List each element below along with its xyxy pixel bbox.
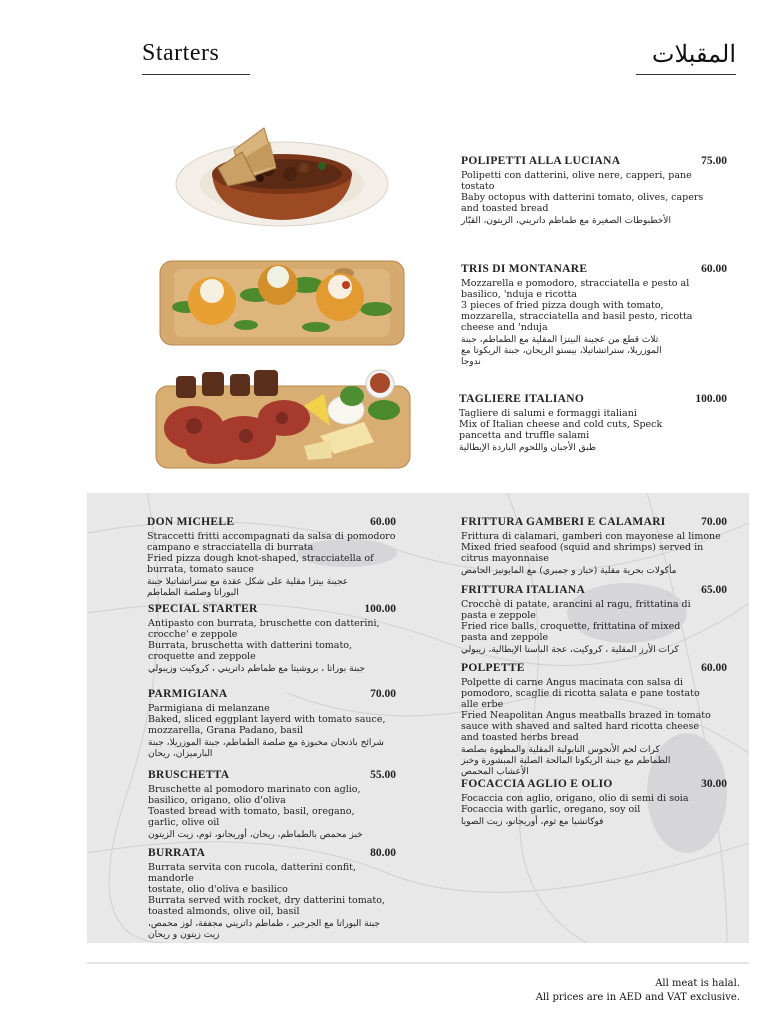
item-description-ar: فوكاتشيا مع ثوم، أوريجانو، زيت الصويا: [461, 817, 604, 827]
menu-item-tris-di-montanare: [461, 264, 727, 368]
price-note: All prices are in AED and VAT exclusive.: [535, 992, 740, 1003]
item-description: Parmigiana di melanzane Baked, sliced eggplant layerd with tomato sauce, mozzarella, Grana Padano, basil: [148, 703, 386, 736]
item-description-ar: طبق الأجبان واللحوم الباردة الإيطالية: [459, 443, 597, 453]
section-title-en: Starters: [142, 40, 220, 66]
item-description: Polipetti con datterini, olive nere, capperi, pane tostato Baby octopus with datterini tomato, olives, capers and toasted bread: [461, 170, 704, 214]
menu-item-polipetti: [461, 156, 727, 227]
item-price: 70.00: [370, 688, 396, 700]
menu-item-parmigiana: [148, 689, 396, 760]
item-description-ar: كرات لحم الأنجوس النابولية المقلية والمطهوة بصلصة الطماطم مع جبنة الريكوتا المالحة الصلبة المبشورة وخبز الأعشاب المحمص: [461, 745, 671, 777]
montanare-board-photo: [156, 255, 408, 350]
item-price: 65.00: [701, 584, 727, 596]
item-description-ar: عجينة بيتزا مقلية على شكل عقدة مع ستراتشاتيلا جبنة البوراتا وصلصة الطماطم: [147, 577, 349, 598]
menu-item-frittura-italiana: [461, 585, 727, 656]
octopus-dish-photo: [172, 108, 394, 234]
item-name: TAGLIERE ITALIANO: [459, 393, 585, 405]
item-description-ar: مأكولات بحرية مقلية (حبار و جمبري) مع المايونيز الحامض: [461, 566, 677, 576]
item-price: 60.00: [370, 516, 396, 528]
item-description: Bruschette al pomodoro marinato con aglio, basilico, origano, olio d'oliva Toasted bread with tomato, basil, oregano, garlic, olive oil: [148, 784, 361, 828]
section-title-ar: المقبلات: [651, 42, 736, 68]
item-name: FRITTURA GAMBERI E CALAMARI: [461, 516, 666, 528]
menu-item-frittura-gamberi-calamari: [461, 517, 727, 577]
item-name: BRUSCHETTA: [148, 769, 230, 781]
menu-item-special-starter: [148, 604, 396, 675]
item-price: 60.00: [701, 662, 727, 674]
item-description-ar: ثلاث قطع من عجينة البيتزا المقلية مع الطماطم، جبنة الموزريلا، ستراتشاتيلا، بيستو الريحان، جبنة الريكوتا مع ندوجا: [461, 335, 662, 367]
item-description-ar: شرائح باذنجان مخبوزة مع صلصة الطماطم، جبنة الموزريلا، جبنة البارميزان، ريحان: [148, 738, 384, 759]
halal-note: All meat is halal.: [655, 978, 740, 989]
item-name: PARMIGIANA: [148, 688, 228, 700]
item-description-ar: خبز محمص بالطماطم، ريحان، أوريجانو، ثوم، زيت الزيتون: [148, 830, 363, 840]
menu-item-polpette: [461, 663, 727, 778]
item-description-ar: كرات الأرز المقلية ، كروكيت، عجة الباستا الإيطالية، زيبولي: [461, 645, 679, 655]
item-name: POLPETTE: [461, 662, 525, 674]
item-name: TRIS DI MONTANARE: [461, 263, 588, 275]
item-description: Mozzarella e pomodoro, stracciatella e pesto al basilico, 'nduja e ricotta 3 pieces of fried pizza dough with tomato, mozzarella, stracciatella and basil pesto, ricotta cheese and 'nduja: [461, 278, 693, 333]
item-description: Focaccia con aglio, origano, olio di semi di soia Focaccia with garlic, oregano, soy oil: [461, 793, 689, 815]
item-description: Crocchè di patate, arancini al ragu, frittatina di pasta e zeppole Fried rice balls, croquette, frittatina of mixed pasta and zeppole: [461, 599, 691, 643]
item-name: SPECIAL STARTER: [148, 603, 258, 615]
item-description-ar: جبنة البوراتا مع الجرجير ، طماطم داتريني مجففة، لوز محمص، زيت زيتون و ريحان: [148, 919, 380, 940]
item-description: Antipasto con burrata, bruschette con datterini, crocche' e zeppole Burrata, bruschetta with datterini tomato, croquette and zeppole: [148, 618, 380, 662]
italian-platter-photo: [154, 366, 412, 470]
item-description: Polpette di carne Angus macinata con salsa di pomodoro, scaglie di ricotta salata e pane tostato alle erbe Fried Neapolitan Angus meatballs brazed in tomato sauce with shaved and salted hard ricotta cheese and toasted herbs bread: [461, 677, 711, 743]
item-name: BURRATA: [148, 847, 206, 859]
item-description: Tagliere di salumi e formaggi italiani Mix of Italian cheese and cold cuts, Speck pancetta and truffle salami: [459, 408, 663, 441]
menu-item-tagliere-italiano: [459, 394, 727, 454]
item-price: 60.00: [701, 263, 727, 275]
item-name: FOCACCIA AGLIO E OLIO: [461, 778, 613, 790]
menu-item-bruschetta: [148, 770, 396, 841]
item-name: DON MICHELE: [147, 516, 235, 528]
item-name: FRITTURA ITALIANA: [461, 584, 586, 596]
item-description: Frittura di calamari, gamberi con mayonese al limone Mixed fried seafood (squid and shrimps) served in citrus mayonnaise: [461, 531, 721, 564]
footer-divider: [87, 962, 749, 964]
item-name: POLIPETTI ALLA LUCIANA: [461, 155, 621, 167]
item-description: Burrata servita con rucola, datterini confit, mandorle tostate, olio d'oliva e basilico Burrata served with rocket, dry datterini tomato, toasted almonds, olive oil, basil: [148, 862, 385, 917]
menu-item-don-michele: [147, 517, 396, 599]
item-price: 100.00: [364, 603, 396, 615]
item-price: 100.00: [695, 393, 727, 405]
title-underline-ar: [636, 74, 736, 75]
item-price: 80.00: [370, 847, 396, 859]
title-underline-en: [142, 74, 250, 75]
item-description-ar: جبنة بوراتا ، بروشيتا مع طماطم داتريني ، كروكيت وزيبولي: [148, 664, 365, 674]
item-price: 30.00: [701, 778, 727, 790]
item-description: Straccetti fritti accompagnati da salsa di pomodoro campano e stracciatella di burrata Fried pizza dough knot-shaped, stracciatella of burrata, tomato sauce: [147, 531, 396, 575]
item-price: 70.00: [701, 516, 727, 528]
menu-item-focaccia-aglio-olio: [461, 779, 727, 828]
item-price: 55.00: [370, 769, 396, 781]
menu-item-burrata: [148, 848, 396, 941]
item-description-ar: الأخطبوطات الصغيرة مع طماطم داتريني، الزيتون، القبّار: [461, 216, 671, 226]
item-price: 75.00: [701, 155, 727, 167]
